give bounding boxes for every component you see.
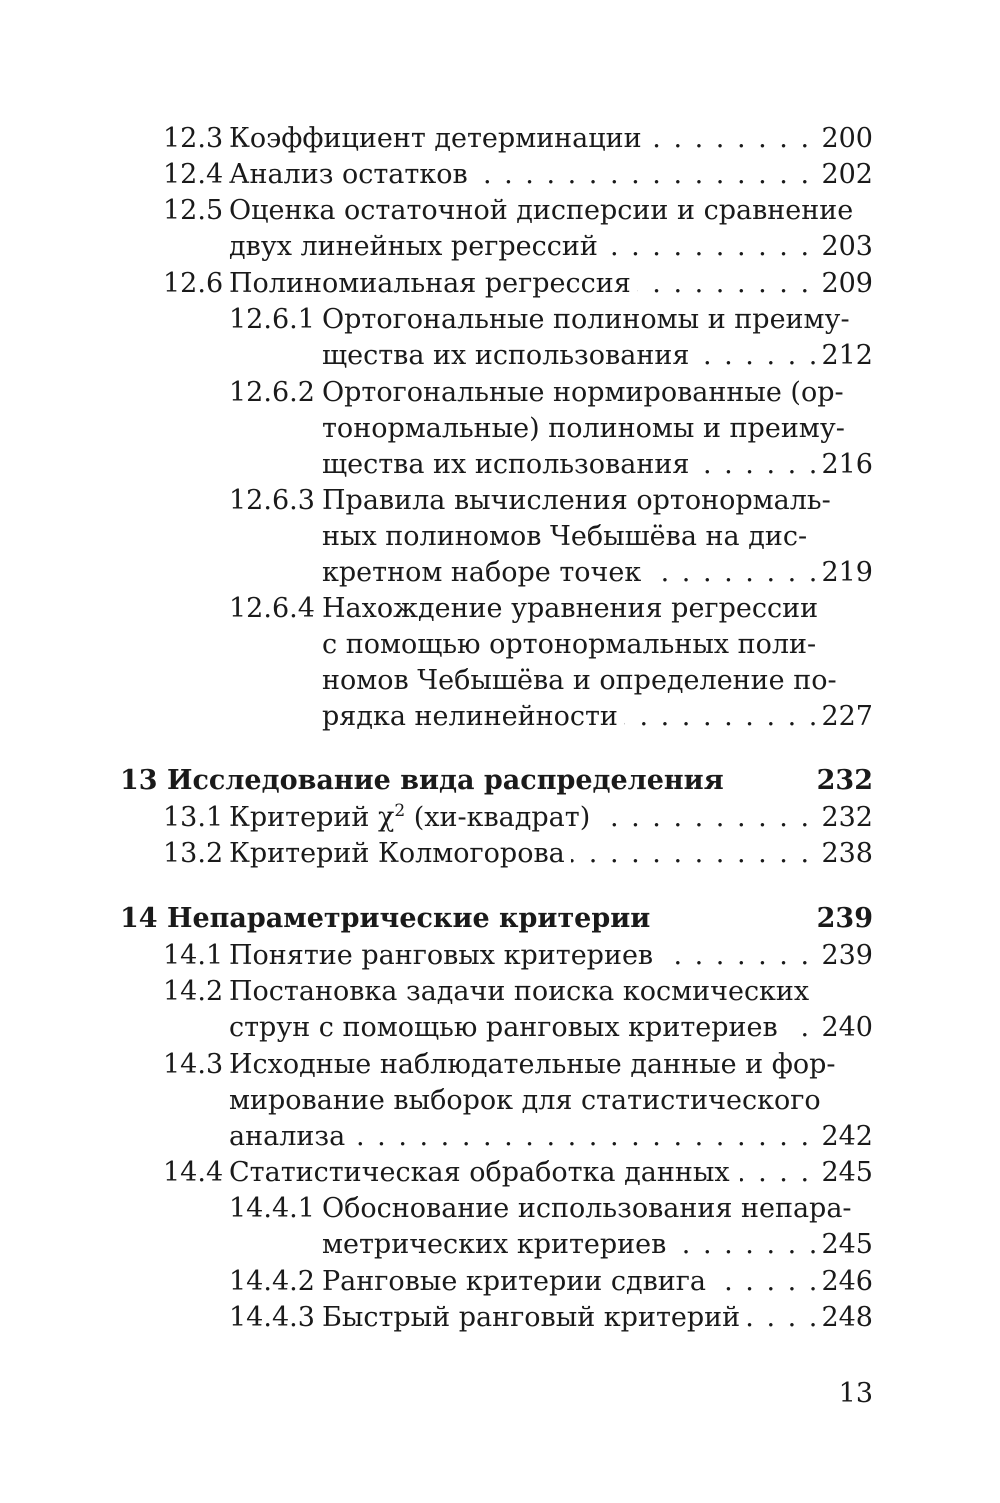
section-number: 12.3 xyxy=(163,123,224,154)
toc-entry[interactable] xyxy=(0,266,1000,302)
page-ref: 232 xyxy=(821,802,873,833)
section-title-continued: ных полиномов Чебышёва на дис- xyxy=(322,521,808,552)
chapter-page-ref: 232 xyxy=(816,765,873,796)
section-title-continued: кретном наборе точек xyxy=(322,555,647,591)
page-ref: 240 xyxy=(821,1012,873,1043)
page-ref: 245 xyxy=(821,1229,873,1260)
section-number: 14.4 xyxy=(163,1157,224,1188)
section-title-continued: анализа xyxy=(229,1119,351,1155)
toc-entry[interactable] xyxy=(0,375,1000,483)
section-title-text: (хи-квадрат) xyxy=(405,802,591,833)
section-number: 12.4 xyxy=(163,159,224,190)
section-number: 13.1 xyxy=(163,802,224,833)
section-number: 14.4.1 xyxy=(229,1193,315,1224)
section-title: Исходные наблюдательные данные и фор- xyxy=(229,1049,836,1080)
toc-entry[interactable] xyxy=(0,1300,1000,1336)
toc-entry[interactable] xyxy=(0,974,1000,1046)
toc-entry[interactable] xyxy=(0,483,1000,591)
toc-entry[interactable] xyxy=(0,302,1000,374)
section-title: Анализ остатков xyxy=(229,157,474,193)
chapter-title: 14 Непараметрические критерии xyxy=(120,903,651,934)
section-number: 14.2 xyxy=(163,976,224,1007)
section-title: Нахождение уравнения регрессии xyxy=(322,593,819,624)
page-ref: 209 xyxy=(821,268,873,299)
section-number: 12.6 xyxy=(163,268,224,299)
page-ref: 202 xyxy=(821,159,873,190)
section-title-text: Критерий χ xyxy=(229,802,395,833)
section-number: 12.6.4 xyxy=(229,593,315,624)
page-ref: 248 xyxy=(821,1302,873,1333)
section-number: 14.4.3 xyxy=(229,1302,315,1333)
section-title: Статистическая обработка данных xyxy=(229,1155,740,1191)
chapter-page-ref: 239 xyxy=(816,903,873,934)
section-title: Ортогональные нормированные (ор- xyxy=(322,377,844,408)
section-title xyxy=(229,800,600,836)
toc-entry[interactable] xyxy=(0,1264,1000,1300)
superscript: 2 xyxy=(394,801,406,821)
toc-entry[interactable] xyxy=(0,1191,1000,1263)
section-number: 12.6.3 xyxy=(229,485,315,516)
section-title-continued: двух линейных регрессий xyxy=(229,229,604,265)
section-title: Оценка остаточной дисперсии и сравнение xyxy=(229,195,854,226)
section-number: 14.4.2 xyxy=(229,1266,315,1297)
page-ref: 200 xyxy=(815,121,873,157)
section-title-continued: щества их использования xyxy=(322,447,695,483)
section-title: Ортогональные полиномы и преиму- xyxy=(322,304,850,335)
toc-entry[interactable] xyxy=(0,836,1000,872)
section-title: Коэффициент детерминации xyxy=(229,121,648,157)
section-title-continued: тонормальные) полиномы и преиму- xyxy=(322,413,845,444)
page-ref: 203 xyxy=(821,231,873,262)
toc-entry[interactable] xyxy=(0,157,1000,193)
toc-entry[interactable] xyxy=(0,1155,1000,1191)
section-title: Критерий Колмогорова xyxy=(229,836,571,872)
toc-entry[interactable] xyxy=(0,121,1000,157)
chapter-heading[interactable] xyxy=(0,763,1000,799)
page-ref: 242 xyxy=(821,1121,873,1152)
section-title-continued: струн с помощью ранговых критериев xyxy=(229,1010,788,1046)
page-number: 13 xyxy=(838,1378,873,1409)
page-ref: 227 xyxy=(821,701,873,732)
section-number: 12.6.2 xyxy=(229,377,315,408)
section-number: 14.3 xyxy=(163,1049,224,1080)
page-ref: 245 xyxy=(821,1157,873,1188)
section-number: 12.5 xyxy=(163,195,224,226)
section-title: Быстрый ранговый критерий xyxy=(322,1300,746,1336)
section-title: Постановка задачи поиска космических xyxy=(229,976,810,1007)
toc-entry[interactable] xyxy=(0,938,1000,974)
section-title: Обоснование использования непара- xyxy=(322,1193,852,1224)
section-number: 12.6.1 xyxy=(229,304,315,335)
section-title-continued: рядка нелинейности xyxy=(322,699,624,735)
section-title: Правила вычисления ортонормаль- xyxy=(322,485,831,516)
section-title-continued: метрических критериев xyxy=(322,1227,672,1263)
toc-entry[interactable] xyxy=(0,800,1000,836)
toc-entry[interactable] xyxy=(0,591,1000,735)
section-number: 13.2 xyxy=(163,838,224,869)
chapter-title: 13 Исследование вида распределения xyxy=(120,765,724,796)
toc-entry[interactable] xyxy=(0,1047,1000,1155)
section-title-continued: мирование выборок для статистического xyxy=(229,1085,821,1116)
page-ref: 246 xyxy=(821,1266,873,1297)
page-ref: 239 xyxy=(821,940,873,971)
chapter-heading[interactable] xyxy=(0,901,1000,937)
section-number: 14.1 xyxy=(163,940,224,971)
section-title-continued: с помощью ортонормальных поли- xyxy=(322,629,817,660)
page-ref: 212 xyxy=(821,340,873,371)
page-ref: 238 xyxy=(821,838,873,869)
section-title-continued: номов Чебышёва и определение по- xyxy=(322,665,837,696)
page-ref: 216 xyxy=(821,449,873,480)
section-title: Полиномиальная регрессия xyxy=(229,266,637,302)
section-title: Понятие ранговых критериев xyxy=(229,938,659,974)
section-title: Ранговые критерии сдвига xyxy=(322,1264,712,1300)
page-ref: 219 xyxy=(821,557,873,588)
section-title-continued: щества их использования xyxy=(322,338,695,374)
toc-entry[interactable] xyxy=(0,193,1000,265)
